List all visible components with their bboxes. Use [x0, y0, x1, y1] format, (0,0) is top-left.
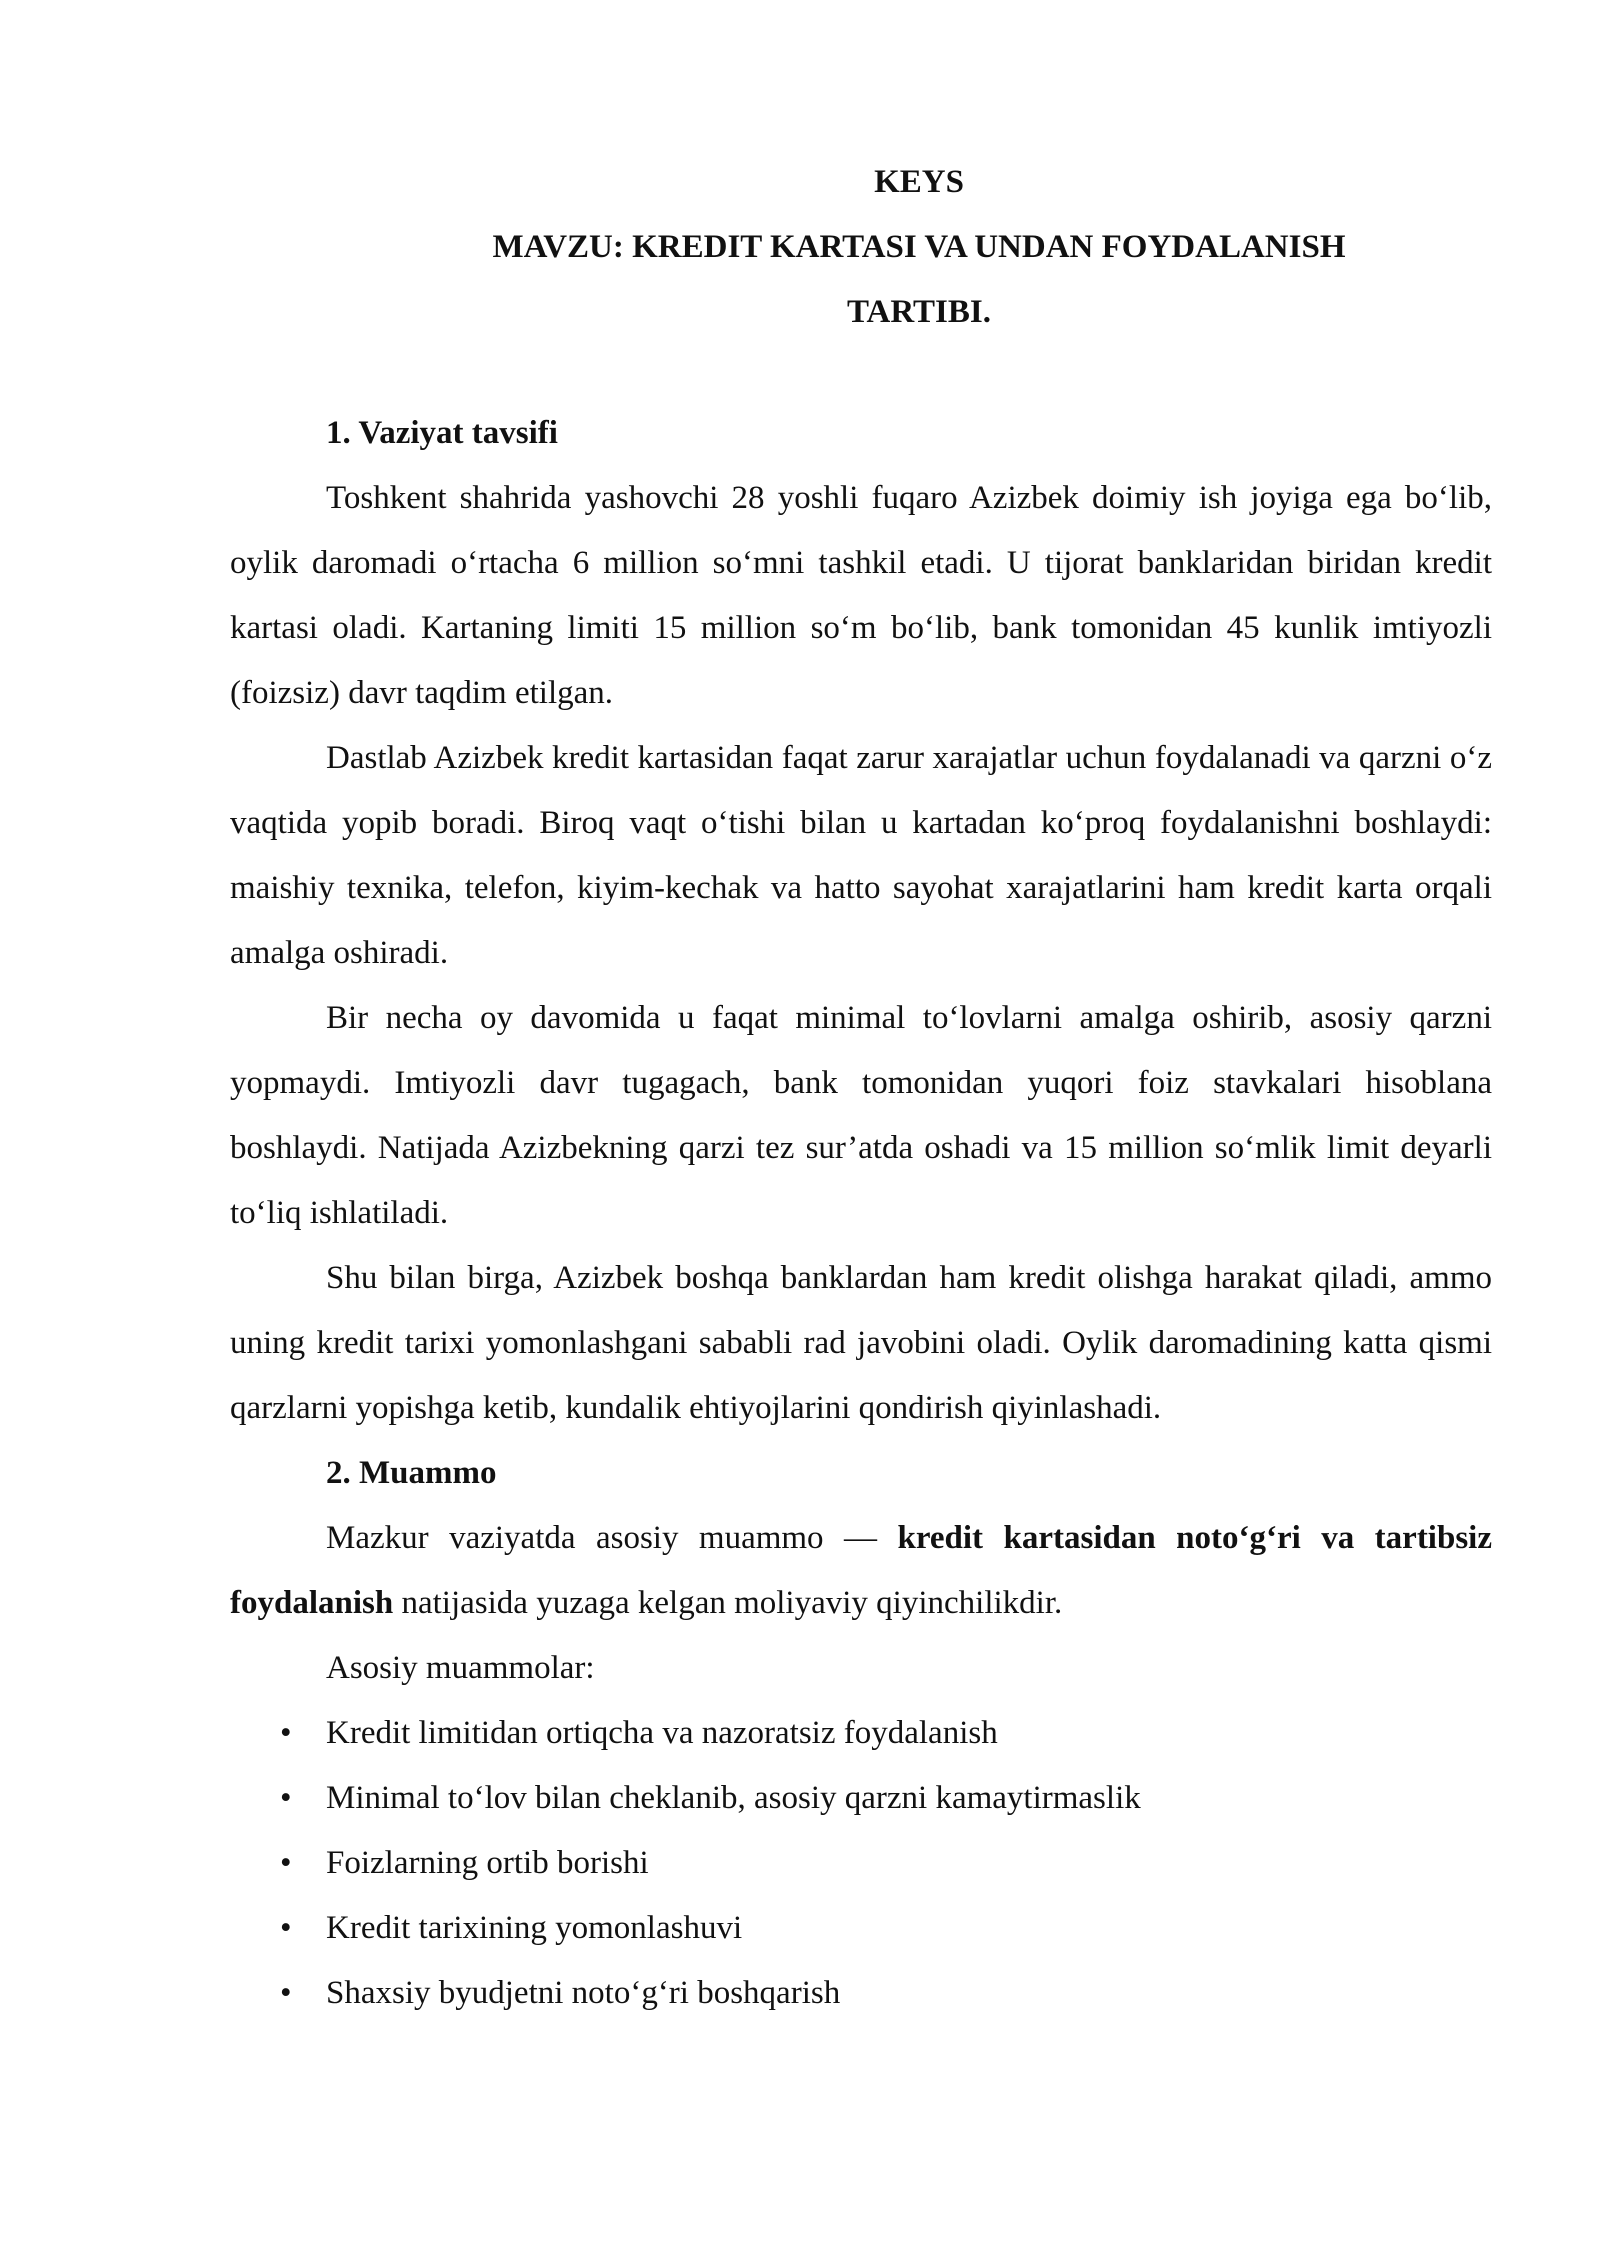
bullet-icon: •	[280, 1975, 292, 2011]
section-1-paragraph: Bir necha oy davomida u faqat minimal to‘lovlarni amalga oshirib, asosiy qarzni yopmaydi. Imtiyozli davr tugagach, bank tomonidan yuqori foiz stavkalari hisoblana boshlaydi. Natijada Azizbekning qarzi tez sur’atda oshadi va 15 million so‘mlik limit deyarli to‘liq ishlatiladi.	[230, 1000, 1492, 1231]
bullet-icon: •	[280, 1910, 292, 1946]
list-item-text: Shaxsiy byudjetni noto‘g‘ri boshqarish	[326, 1975, 841, 2011]
list-item-text: Foizlarning ortib borishi	[326, 1845, 649, 1881]
spacer	[230, 345, 1492, 401]
title-line-topic-end: TARTIBI.	[846, 294, 992, 330]
bullet-icon: •	[280, 1845, 292, 1881]
bullet-icon: •	[280, 1715, 292, 1751]
section-1-heading: 1. Vaziyat tavsifi	[326, 415, 558, 451]
section-1-paragraph: Shu bilan birga, Azizbek boshqa banklardan ham kredit olishga harakat qiladi, ammo uning kredit tarixi yomonlashgani sababli rad javobini oladi. Oylik daromadining katta qismi qarzlarni yopishga ketib, kundalik ehtiyojlarini qondirish qiyinlashadi.	[230, 1260, 1492, 1426]
document-title	[230, 150, 1492, 345]
problems-list-label: Asosiy muammolar:	[326, 1650, 595, 1686]
title-line-topic: MAVZU: KREDIT KARTASI VA UNDAN FOYDALANISH	[492, 229, 1346, 265]
document-page	[230, 150, 1492, 2026]
title-line-keys: KEYS	[874, 164, 964, 200]
list-item-text: Minimal to‘lov bilan cheklanib, asosiy qarzni kamaytirmaslik	[326, 1780, 1141, 1816]
section-1-paragraph: Toshkent shahrida yashovchi 28 yoshli fuqaro Azizbek doimiy ish joyiga ega bo‘lib, oylik daromadi o‘rtacha 6 million so‘mni tashkil etadi. U tijorat banklaridan biridan kredit kartasi oladi. Kartaning limiti 15 million so‘m bo‘lib, bank tomonidan 45 kunlik imtiyozli (foizsiz) davr taqdim etilgan.	[230, 480, 1492, 711]
list-item	[230, 1896, 1492, 1961]
bullet-icon: •	[280, 1780, 292, 1816]
intro-text-bold: kredit kartasidan noto‘g‘ri va tartibsiz foydalanish	[230, 1520, 1492, 1621]
list-item	[230, 1701, 1492, 1766]
intro-text-before: Mazkur vaziyatda asosiy muammo —	[326, 1520, 898, 1556]
list-item	[230, 1766, 1492, 1831]
list-item-text: Kredit tarixining yomonlashuvi	[326, 1910, 743, 1946]
list-item	[230, 1831, 1492, 1896]
problems-list	[230, 1701, 1492, 2026]
list-item	[230, 1961, 1492, 2026]
section-2-heading: 2. Muammo	[326, 1455, 497, 1491]
section-1-paragraph: Dastlab Azizbek kredit kartasidan faqat zarur xarajatlar uchun foydalanadi va qarzni o‘z vaqtida yopib boradi. Biroq vaqt o‘tishi bilan u kartadan ko‘proq foydalanishni boshlaydi: maishiy texnika, telefon, kiyim-kechak va hatto sayohat xarajatlarini ham kredit karta orqali amalga oshiradi.	[230, 740, 1492, 971]
intro-text-after: natijasida yuzaga kelgan moliyaviy qiyinchilikdir.	[393, 1585, 1063, 1621]
list-item-text: Kredit limitidan ortiqcha va nazoratsiz foydalanish	[326, 1715, 998, 1751]
section-2-intro	[230, 1506, 1492, 1636]
